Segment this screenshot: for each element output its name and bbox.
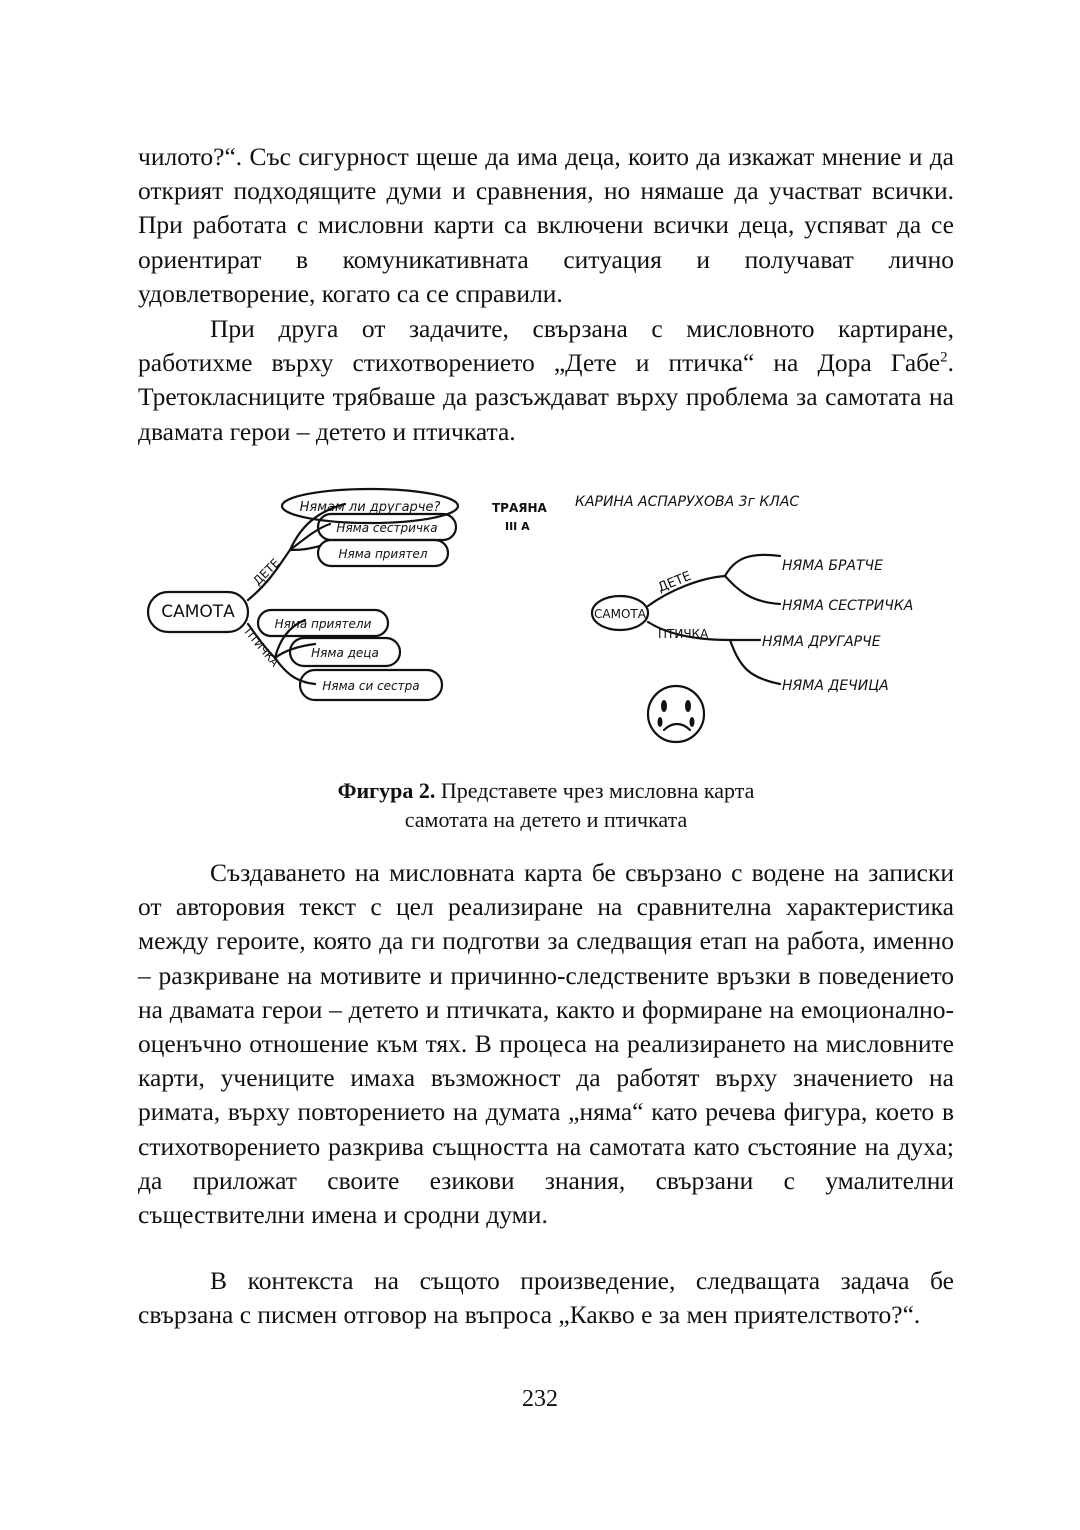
sad-face-icon: [648, 686, 704, 742]
caption-label: Фигура 2.: [337, 778, 436, 803]
footnote-ref: 2: [940, 349, 948, 366]
left-author-text: ТРАЯНА: [492, 501, 547, 515]
right-branch-top-text: ДЕТЕ: [655, 568, 694, 596]
left-class-text: III А: [505, 520, 530, 533]
paragraph-2-start: При друга от задачите, свързана с мисловното картиране, работихме върху стихотворението „Дете и птичка“ на Дора Габе: [138, 314, 954, 378]
left-leaf-4-text: Няма приятели: [274, 617, 372, 631]
figure-caption: [138, 776, 954, 834]
right-leaf-3-text: НЯМА ДРУГАРЧЕ: [762, 634, 881, 650]
left-center-text: САМОТА: [161, 602, 235, 622]
caption-line-2: самотата на детето и птичката: [404, 807, 688, 832]
left-leaf-5-text: Няма деца: [311, 646, 379, 660]
figure-2-mind-maps: [140, 478, 940, 753]
right-header-text: КАРИНА АСПАРУХОВА 3г КЛАС: [575, 494, 800, 510]
paragraph-2: [138, 312, 954, 449]
right-leaf-4-text: НЯМА ДЕЧИЦА: [782, 678, 889, 694]
paragraph-3: Създаването на мисловната карта бе свързано с водене на записки от авторовия текст с цел реализиране на сравнителна характеристика между героите, която да ги подготви за следващия етап на работа, именно – разкриване на мотивите и причинно-следствените връзки в поведението на двамата герои – детето и птичката, както и формиране на емоционално-оценъчно отношение към тях. В процеса на реализирането на мисловните карти, учениците имаха възможност да работят върху значението на римата, върху повторението на думата „няма“ като речева фигура, което в стихотворението разкрива същността на самотата като състояние на духа; да приложат своите езикови знания, свързани с умалителни съществителни имена и сродни думи.: [138, 858, 954, 1230]
page-number: 232: [522, 1386, 558, 1412]
left-leaf-2-text: Няма сестричка: [336, 521, 438, 535]
paragraph-4: В контекста на същото произведение, следващата задача бе свързана с писмен отговор на въпроса „Какво е за мен приятелството?“.: [138, 1266, 954, 1330]
left-leaf-1-text: Нямам ли другарче?: [299, 500, 441, 515]
paragraph-2-end: . Третокласниците трябваше да разсъждават върху проблема за самотата на двамата герои – детето и птичката.: [138, 348, 954, 446]
right-leaf-2-text: НЯМА СЕСТРИЧКА: [782, 598, 914, 614]
left-branch-top-text: ДЕТЕ: [250, 555, 283, 589]
caption-line-1: Представете чрез мисловна карта: [440, 778, 755, 803]
right-branch-bottom-text: ПТИЧКА: [658, 627, 709, 641]
left-leaf-3-text: Няма приятел: [338, 547, 428, 561]
paragraph-1: чилото?“. Със сигурност щеше да има деца, които да изкажат мнение и да открият подходящите думи и сравнения, но нямаше да участват всички. При работата с мисловни карти са включени всички деца, успяват да се ориентират в комуникативната ситуация и получават лично удовлетворение, когато са се справили.: [138, 142, 954, 308]
left-leaf-6-text: Няма си сестра: [322, 679, 420, 693]
mind-map-drawings: [140, 478, 940, 753]
left-branch-bottom-text: ПТИЧКА: [241, 625, 282, 670]
right-leaf-1-text: НЯМА БРАТЧЕ: [782, 558, 883, 574]
right-center-text: САМОТА: [594, 607, 646, 621]
